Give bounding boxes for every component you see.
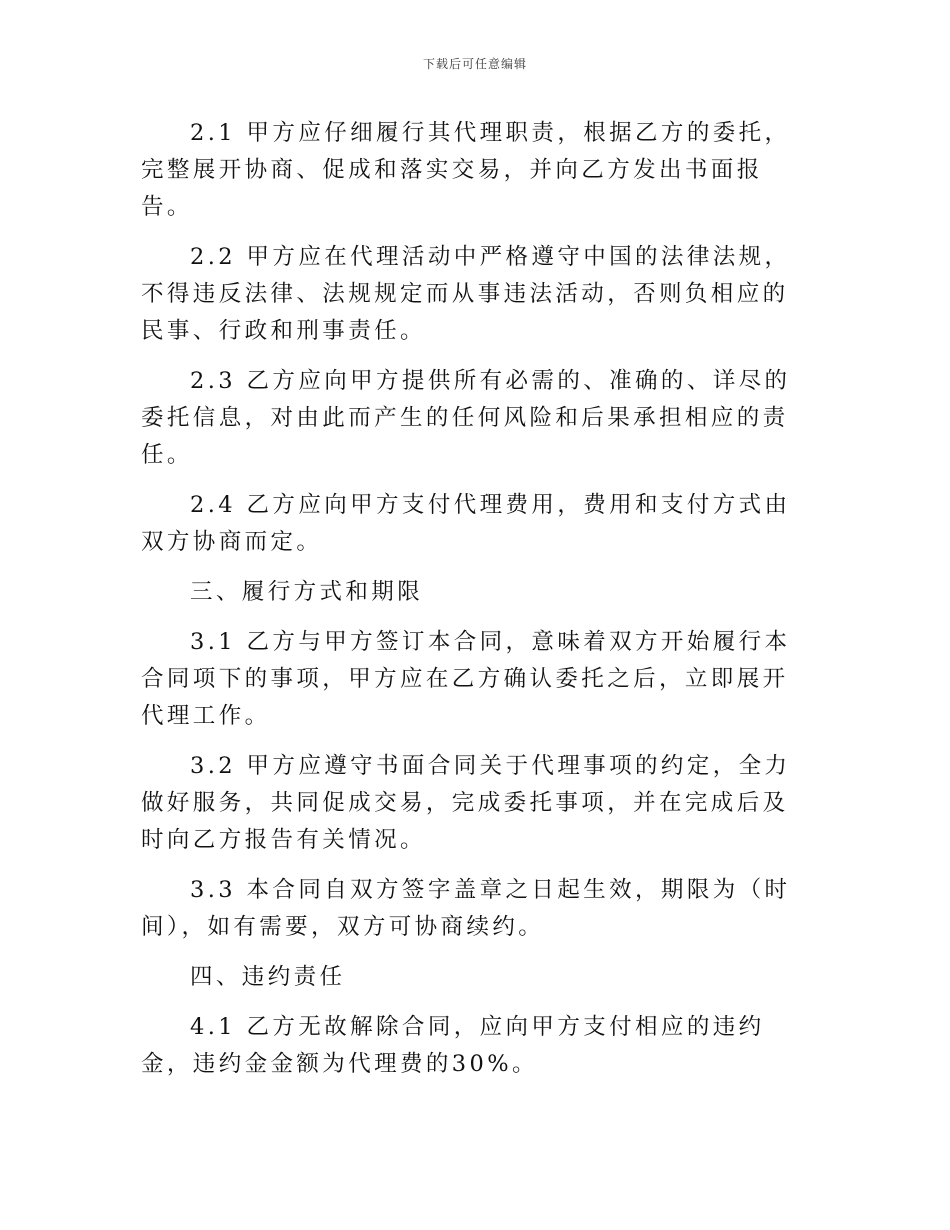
clause-3-2: 3.2 甲方应遵守书面合同关于代理事项的约定，全力做好服务，共同促成交易，完成委托事项，并在完成后及时向乙方报告有关情况。: [141, 753, 791, 853]
clause-2-1: 2.1 甲方应仔细履行其代理职责，根据乙方的委托，完整展开协商、促成和落实交易，并向乙方发出书面报告。: [141, 120, 791, 220]
clause-3-3: 3.3 本合同自双方签字盖章之日起生效，期限为（时间），如有需要，双方可协商续约。: [141, 877, 791, 940]
clause-2-3: 2.3 乙方应向甲方提供所有必需的、准确的、详尽的委托信息，对由此而产生的任何风险和后果承担相应的责任。: [141, 368, 791, 468]
clause-2-4: 2.4 乙方应向甲方支付代理费用，费用和支付方式由双方协商而定。: [141, 492, 791, 555]
clause-3-1: 3.1 乙方与甲方签订本合同，意味着双方开始履行本合同项下的事项，甲方应在乙方确认委托之后，立即展开代理工作。: [141, 629, 791, 729]
section-heading-3: 三、履行方式和期限: [190, 579, 424, 605]
clause-2-2: 2.2 甲方应在代理活动中严格遵守中国的法律法规，不得违反法律、法规规定而从事违法活动，否则负相应的民事、行政和刑事责任。: [141, 244, 791, 344]
clause-4-1: 4.1 乙方无故解除合同，应向甲方支付相应的违约金，违约金金额为代理费的30%。: [141, 1014, 765, 1077]
section-heading-4: 四、违约责任: [190, 964, 346, 990]
document-body: [141, 115, 813, 1096]
page-header: 下载后可任意编辑: [422, 57, 527, 71]
